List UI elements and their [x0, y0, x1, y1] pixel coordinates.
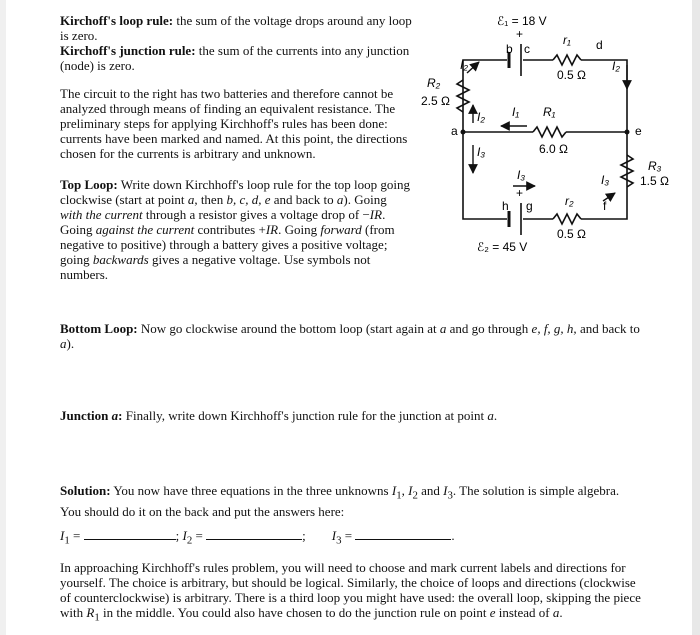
top-loop-text: , then [194, 192, 227, 207]
period: . [451, 528, 455, 543]
point-a: a [487, 408, 494, 423]
points-bcde: b, c, d, e [226, 192, 271, 207]
i1-answer-blank[interactable] [84, 528, 176, 540]
period: . [559, 605, 563, 620]
bottom-loop-text: ). [66, 336, 75, 351]
backwards-word: backwards [92, 252, 149, 267]
i3-label-right: I₃ [601, 173, 610, 187]
node-c-label: c [524, 42, 530, 56]
resistor-r2-internal [553, 214, 581, 224]
junction-paragraph [60, 408, 640, 423]
junction-rule-label: Kirchoff's junction rule: [60, 43, 196, 58]
top-loop-text: . Going [60, 207, 386, 237]
left-edge-shadow [0, 0, 6, 635]
junction-text: Finally, write down Kirchhoff's junction rule for the junction at point [122, 408, 488, 423]
r3-label: R₃ [648, 159, 662, 173]
ir-symbol: IR [369, 207, 383, 222]
solution-text: . The solution is simple algebra. You should do it on the back and put the answers here: [60, 483, 620, 519]
i2-symbol: I [408, 483, 413, 498]
i3-symbol: I [331, 528, 337, 543]
point-a: a [60, 336, 67, 351]
r2-value: 2.5 Ω [421, 94, 450, 108]
i2-answer-blank[interactable] [206, 528, 302, 540]
equals-sign: = [192, 528, 207, 543]
closing-text: instead of [495, 605, 553, 620]
bottom-loop-text: and go through [446, 321, 532, 336]
top-loop-text: and back to [270, 192, 337, 207]
bottom-loop-text: Now go clockwise around the bottom loop (start again at [137, 321, 440, 336]
arrow-i2-top-left [467, 62, 479, 73]
wire-top-right-2 [581, 60, 627, 132]
point-a: a [439, 321, 447, 336]
i2-symbol: I [182, 528, 187, 543]
i3-answer-blank[interactable] [355, 528, 451, 540]
i2-subscript: 2 [412, 489, 418, 502]
loop-rule-paragraph [60, 13, 420, 43]
top-loop-label: Top Loop: [60, 177, 118, 192]
r2-label: R₂ [427, 76, 441, 90]
i1-subscript: 1 [64, 534, 70, 547]
bottom-loop-text: and back to [576, 321, 640, 336]
solution-text: You now have three equations in the three unknowns [110, 483, 392, 498]
equals-sign: = [69, 528, 84, 543]
r3-value: 1.5 Ω [640, 174, 669, 188]
r1-value: 6.0 Ω [539, 142, 568, 156]
node-f-label: f [603, 199, 607, 213]
solution-label: Solution: [60, 483, 111, 498]
i2-label-top-left: I₂ [460, 58, 468, 72]
junction-end: . [493, 408, 498, 423]
node-e-label: e [635, 124, 642, 138]
emf2-plus: + [516, 186, 524, 200]
loop-rule-text: the sum of the voltage drops around any loop is zero. [60, 13, 412, 43]
node-a-dot [461, 130, 466, 135]
junction-rule-paragraph [60, 43, 420, 73]
node-a-label: a [451, 124, 458, 138]
separator: and [417, 483, 444, 498]
i1-symbol: I [60, 528, 65, 543]
point-a: a [187, 192, 195, 207]
answers-line [60, 528, 660, 549]
junction-label-colon: : [118, 408, 123, 423]
point-a: a [552, 605, 560, 620]
closing-text: In approaching Kirchhoff's rules problem, you will need to choose and mark current labels and directions for yourself. The choice is arbitrary, but should be logical. Similarly, the choice of loops and directions (clockwise of counterclockwise) is arbitrary. There is a third loop you might have used: the overall loop, skipping the piece with [60, 560, 641, 620]
point-a: a [111, 408, 119, 423]
i3-symbol: I [443, 483, 448, 498]
with-current-phrase: with the current [60, 207, 143, 222]
node-d-label: d [596, 38, 603, 52]
int-r2-value: 0.5 Ω [557, 227, 586, 241]
separator: , [401, 483, 409, 498]
i1-symbol: I [391, 483, 397, 498]
i1-label: I₁ [512, 105, 520, 119]
i2-label-top-right: I₂ [612, 59, 620, 73]
closing-text: in the middle. You could also have chosen to do the junction rule on point [99, 605, 490, 620]
circuit-diagram [415, 5, 685, 255]
top-loop-text: through a resistor gives a voltage drop of − [142, 207, 370, 222]
emf2-label: ℰ₂ = 45 V [477, 240, 528, 254]
i3-label-bottom: I₃ [517, 168, 526, 182]
i2-label-left: I₂ [477, 110, 485, 124]
top-loop-text: (from negative to positive) through a battery gives a positive voltage; going [60, 222, 395, 267]
forward-word: forward [320, 222, 362, 237]
node-g-label: g [526, 199, 533, 213]
i3-subscript: 3 [447, 489, 453, 502]
emf1-label: ℰ₁ = 18 V [497, 14, 547, 28]
top-loop-text: gives a negative voltage. Use symbols not numbers. [60, 252, 371, 282]
top-loop-paragraph [60, 177, 412, 282]
node-b-label: b [506, 42, 513, 56]
bottom-loop-label: Bottom Loop: [60, 321, 138, 336]
top-loop-text: . Going [278, 222, 321, 237]
ir-symbol: IR [265, 222, 279, 237]
junction-label-text: Junction [60, 408, 112, 423]
i3-subscript: 3 [336, 534, 342, 547]
junction-rule-text: the sum of the currents into any junction (node) is zero. [60, 43, 410, 73]
emf1-plus: + [516, 27, 524, 41]
int-r1-value: 0.5 Ω [557, 68, 586, 82]
top-loop-text: contributes + [194, 222, 266, 237]
loop-rule-label: Kirchoff's loop rule: [60, 13, 174, 28]
i1-subscript: 1 [396, 489, 402, 502]
top-loop-text: ). Going [343, 192, 387, 207]
resistor-r1-internal [553, 55, 581, 65]
int-r2-label: r₂ [565, 194, 574, 208]
equals-sign: = [341, 528, 356, 543]
top-loop-text: Write down Kirchhoff's loop rule for the top loop going clockwise (start at point [60, 177, 411, 207]
junction-label [60, 408, 123, 423]
r1-label: R₁ [543, 105, 556, 119]
right-edge-shadow [692, 0, 700, 635]
node-h-label: h [502, 199, 509, 213]
point-e: e [489, 605, 496, 620]
separator: ; [302, 528, 306, 543]
points-efgh: e, f, g, h, [531, 321, 577, 336]
resistor-r1 [533, 127, 566, 137]
node-e-dot [625, 130, 630, 135]
i3-label-left: I₃ [477, 145, 486, 159]
bottom-loop-paragraph [60, 321, 640, 351]
r1-symbol: R [86, 605, 95, 620]
circuit-intro-paragraph: The circuit to the right has two batteries and therefore cannot be analyzed through means of finding an equivalent resistance. The preliminary steps for applying Kirchhoff's rules has been done: currents have been marked and named. At this point, the directions chosen for the currents is arbitrary and unknown. [60, 86, 408, 161]
point-a: a [336, 192, 344, 207]
closing-paragraph [60, 560, 645, 626]
i2-subscript: 2 [186, 534, 193, 547]
r1-subscript: 1 [94, 611, 100, 624]
solution-paragraph [60, 483, 640, 519]
int-r1-label: r₁ [563, 33, 571, 47]
against-current-phrase: against the current [95, 222, 195, 237]
separator: ; [175, 528, 183, 543]
